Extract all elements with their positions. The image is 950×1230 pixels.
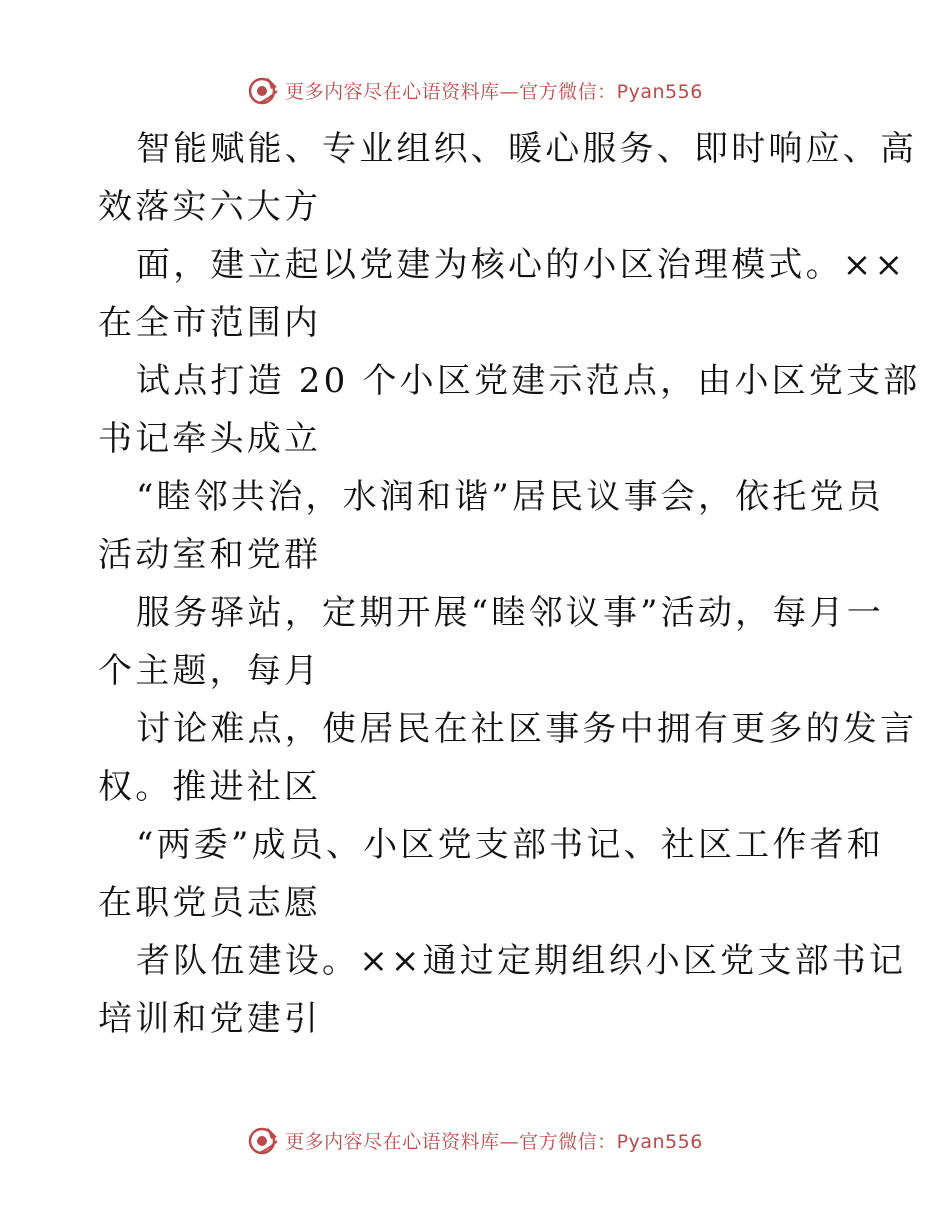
header-banner [0,70,950,110]
paragraph-line: 智能赋能、专业组织、暖心服务、即时响应、高 效落实六大方 [98,129,918,227]
footer-banner [0,1120,950,1160]
banner-text: 更多内容尽在心语资料库—官方微信：Pyan556 [285,1130,703,1153]
brand-logo-icon [247,73,281,107]
paragraph-line: “两委”成员、小区党支部书记、社区工作者和 在职党员志愿 [98,825,884,923]
paragraph-line: “睦邻共治，水润和谐”居民议事会，依托党员 活动室和党群 [98,477,884,575]
brand-logo-icon [247,1123,281,1157]
paragraph-line: 者队伍建设。××通过定期组织小区党支部书记 培训和党建引 [98,941,907,1039]
banner-wechat: 官方微信：Pyan556 [519,1130,703,1153]
document-body [98,120,921,1048]
paragraph-line: 试点打造 20 个小区党建示范点，由小区党支部 书记牵头成立 [98,361,921,459]
banner-wechat: 官方微信：Pyan556 [519,80,703,103]
paragraph-line: 面，建立起以党建为核心的小区治理模式。×× 在全市范围内 [98,245,907,343]
paragraph-line: 讨论难点，使居民在社区事务中拥有更多的发言 权。推进社区 [98,709,918,807]
banner-text: 更多内容尽在心语资料库—官方微信：Pyan556 [285,80,703,103]
paragraph-line: 服务驿站，定期开展“睦邻议事”活动，每月一 个主题，每月 [98,593,884,691]
